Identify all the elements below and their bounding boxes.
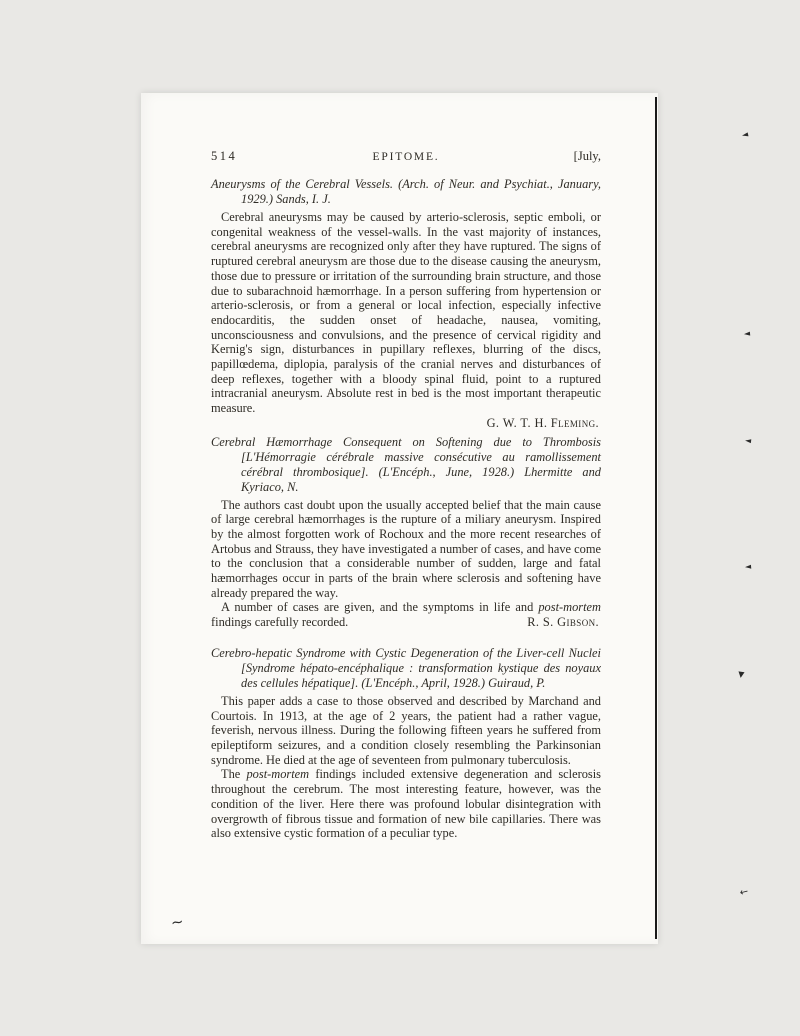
reviewer-signature: G. W. T. H. Fleming. (486, 415, 599, 430)
text-run: findings carefully recorded. (211, 615, 349, 630)
text-run: The (221, 767, 247, 782)
text-run: Cerebral aneurysms may be caused by arterio-sclerosis, septic emboli, or congenital weakness of the vessel-walls. In the vast majority of instances, cerebral aneurysms are recognized only after they have ruptured. The signs of ruptured cerebral aneurysm are those due to the disease causing the aneurysm, those due to pressure or irritation of the surrounding brain structure, and those due to subarachnoid hæmorrhage. In a person suffering from hypertension or arterio-sclerosis, or from a general or local infection, especially infective endocarditis, the sudden onset of headache, nausea, vomiting, unconsciousness and convulsions, and the presence of cervical rigidity and Kernig's sign, disturbances in pupillary reflexes, blurring of the discs, papillœdema, diplopia, paralysis of the cranial nerves and disturbances of deep reflexes, together with a bloody spinal fluid, point to a ruptured intracranial aneurysm. Absolute rest in bed is the most important therapeutic measure. (211, 210, 601, 416)
paragraph (211, 498, 601, 601)
entry-body (211, 210, 601, 416)
text-run: post-mortem (538, 600, 601, 615)
text-run: A number of cases are given, and the symptoms in life and (221, 600, 539, 615)
pen-mark-icon: ~ (169, 912, 185, 932)
pen-mark-icon: ◄ (744, 435, 752, 446)
entry-body (211, 694, 601, 841)
pen-mark-icon: ← (738, 886, 750, 899)
paragraph (211, 767, 601, 841)
text-run: findings included extensive degeneration and sclerosis throughout the cerebrum. The most interesting feature, however, was the condition of the liver. Here there was profound lobular disintegration with overgrowth of fibrous tissue and formation of new bile capillaries. There was also extensive cystic formation of a peculiar type. (211, 767, 601, 841)
pen-mark-icon: ▼ (737, 669, 745, 680)
entry-aneurysms-cerebral-vessels (211, 177, 601, 431)
paragraph (211, 694, 601, 768)
entry-cerebro-hepatic-syndrome (211, 646, 601, 841)
text-run: The authors cast doubt upon the usually accepted belief that the main cause of large cerebral hæmorrhages is the rupture of a miliary aneurysm. Inspired by the almost forgotten work of Rochoux and the more recent researches of Artobus and Strauss, they have investigated a number of cases, and have come to the conclusion that a considerable number of sudden, large and fatal hæmorrhages occur in parts of the brain where sclerosis and softening have already prepared the way. (211, 497, 601, 600)
entry-heading: Cerebral Hæmorrhage Consequent on Softening due to Thrombosis [L'Hémorragie cérébrale massive consécutive au ramollissement cérébral thrombosique]. (L'Encéph., June, 1928.) Lhermitte and Kyriaco, N. (211, 434, 601, 494)
page-edge-line (655, 97, 657, 939)
entry-cerebral-haemorrhage (211, 435, 601, 630)
entry-body (211, 498, 601, 630)
journal-page (141, 93, 658, 944)
entry-heading: Aneurysms of the Cerebral Vessels. (Arch. of Neur. and Psychiat., January, 1929.) Sands, I. J. (211, 177, 601, 206)
text-run: post-mortem (246, 767, 310, 782)
issue-date: [July, (573, 149, 601, 163)
pen-mark-icon: ◄ (741, 129, 749, 140)
entry-heading: Cerebro-hepatic Syndrome with Cystic Degeneration of the Liver-cell Nuclei [Syndrome hépato-encéphalique : transformation kystique des noyaux des cellules hépatique]. (L'Encéph., April, 1928.) Guiraud, P. (211, 645, 601, 690)
pen-mark-icon: ◄ (744, 561, 752, 572)
page-header (211, 149, 601, 164)
epitome-content (211, 177, 601, 841)
pen-mark-icon: ◄ (743, 328, 751, 339)
paragraph (211, 210, 601, 416)
text-run: This paper adds a case to those observed and described by Marchand and Courtois. In 1913, at the age of 2 years, the patient had a rather vague, feverish, nervous illness. During the following fifteen years he suffered from epileptiform seizures, and a condition closely resembling the Parkinsonian syndrome. He died at the age of seventeen from pulmonary tuberculosis. (211, 693, 601, 767)
page-number: 514 (211, 149, 238, 163)
running-title: EPITOME. (372, 151, 440, 163)
reviewer-signature: R. S. Gibson. (527, 615, 599, 630)
